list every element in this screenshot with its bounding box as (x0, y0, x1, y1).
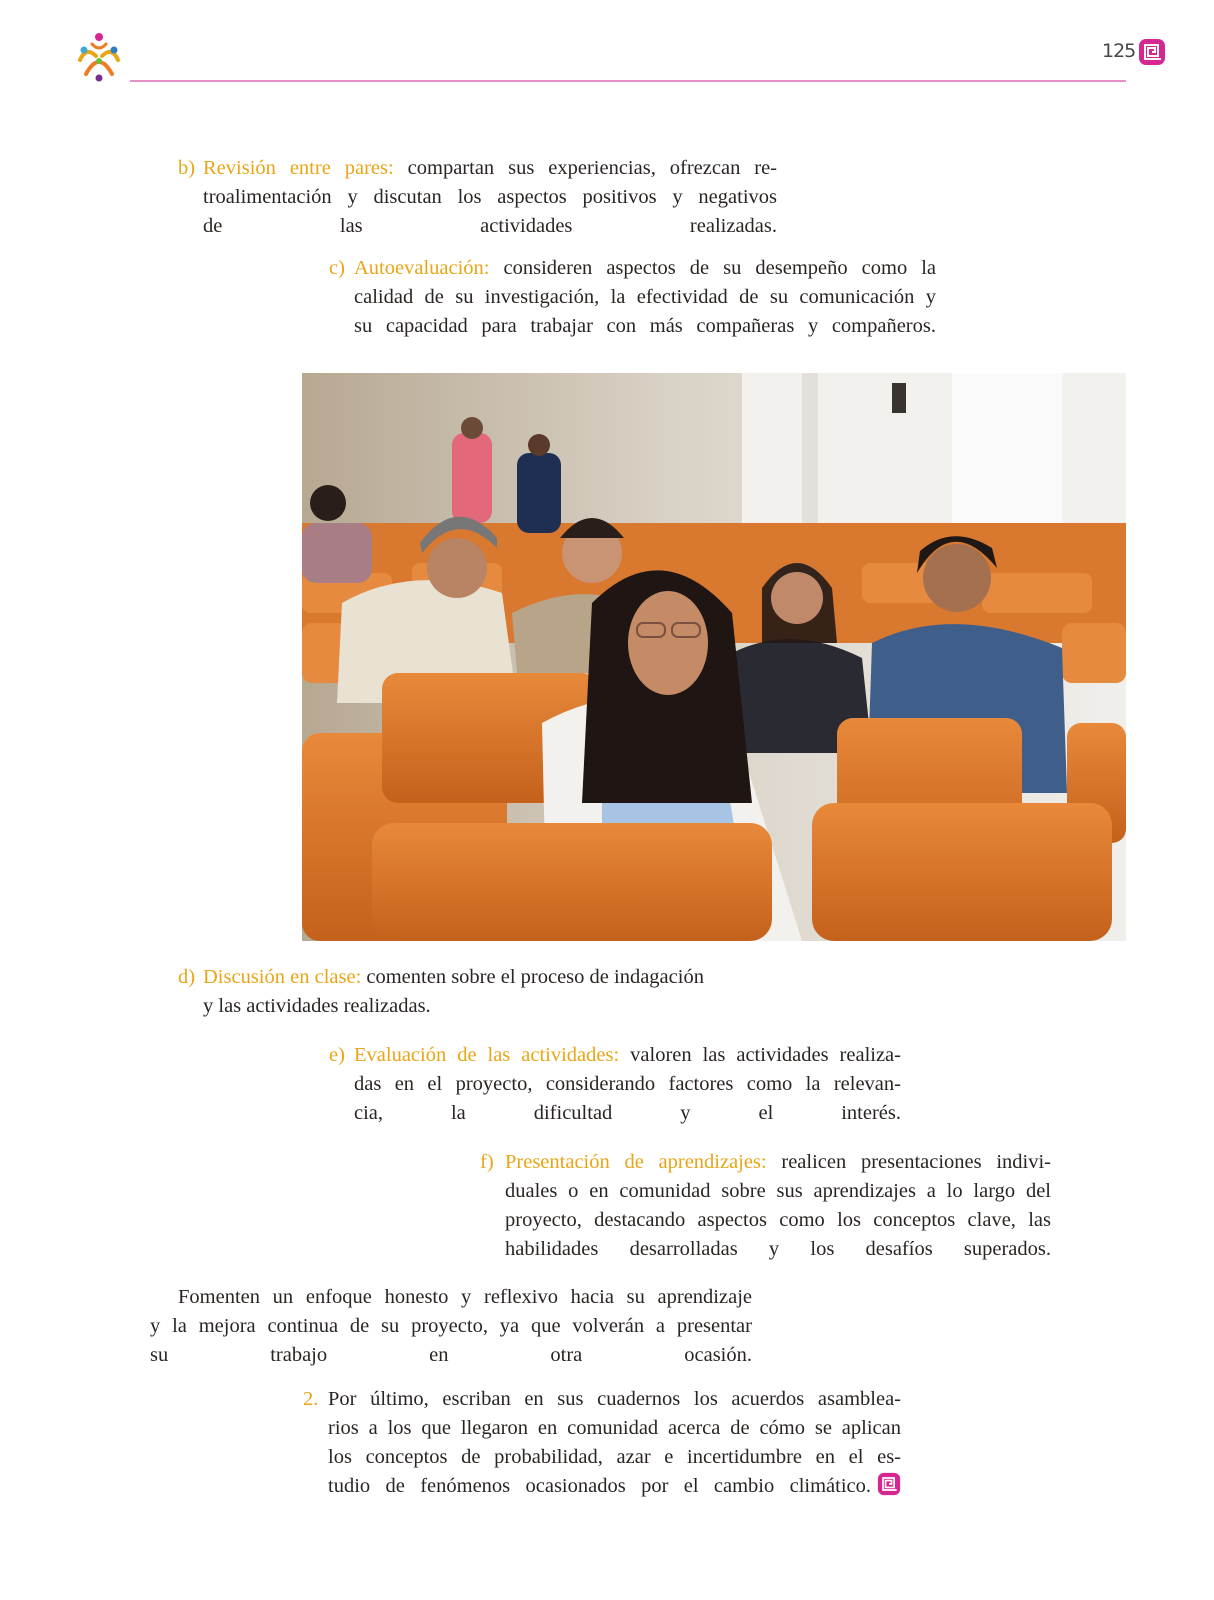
header-rule (130, 80, 1126, 82)
item-text: de las actividades realizadas. (203, 215, 777, 237)
item-text: duales o en comunidad sobre sus aprendizajes a lo largo del (505, 1180, 1051, 1202)
item-text: consideren aspectos de su desempeño como la (503, 257, 937, 279)
item-text: y las actividades realizadas. (203, 995, 431, 1017)
item-text: cia, la dificultad y el interés. (354, 1102, 901, 1124)
item-text: proyecto, destacando aspectos como los conceptos clave, las (505, 1209, 1051, 1231)
step-marker: 2. (303, 1388, 319, 1410)
closing-paragraph (150, 1283, 752, 1370)
step-text: los conceptos de probabilidad, azar e incertidumbre en el es- (328, 1446, 901, 1468)
paragraph-line: Fomenten un enfoque honesto y reflexivo hacia su aprendizaje (178, 1286, 752, 1308)
item-marker: e) (329, 1044, 345, 1066)
spiral-ornament-icon (1138, 38, 1166, 66)
item-d (178, 963, 763, 1021)
item-text: realicen presentaciones indivi- (781, 1151, 1051, 1173)
item-text: calidad de su investigación, la efectividad de su comunicación y (354, 286, 936, 308)
item-term: Discusión en clase: (203, 966, 362, 988)
item-c (329, 254, 937, 341)
logo-icon (72, 30, 126, 84)
spiral-ornament-icon (877, 1472, 901, 1496)
item-term: Evaluación de las actividades: (354, 1044, 620, 1066)
item-e (329, 1041, 901, 1128)
item-text: su capacidad para trabajar con más compañeras y compañeros. (354, 315, 936, 337)
paragraph-line: y la mejora continua de su proyecto, ya que volverán a presentar (150, 1315, 752, 1337)
item-term: Revisión entre pares: (203, 157, 394, 179)
item-term: Presentación de aprendizajes: (505, 1151, 767, 1173)
classroom-photo (302, 373, 1126, 941)
item-text: comenten sobre el proceso de indagación (366, 966, 704, 988)
item-marker: d) (178, 966, 196, 988)
item-marker: b) (178, 157, 196, 179)
item-text: troalimentación y discutan los aspectos positivos y negativos (203, 186, 777, 208)
item-text: das en el proyecto, considerando factores como la relevan- (354, 1073, 901, 1095)
step-2 (303, 1385, 901, 1501)
item-term: Autoevaluación: (354, 257, 490, 279)
step-text: rios a los que llegaron en comunidad acerca de cómo se aplican (328, 1417, 901, 1439)
item-text: habilidades desarrolladas y los desafíos superados. (505, 1238, 1051, 1260)
item-text: valoren las actividades realiza- (630, 1044, 901, 1066)
item-text: compartan sus experiencias, ofrezcan re- (407, 157, 778, 179)
item-marker: f) (480, 1151, 494, 1173)
step-text: tudio de fenómenos ocasionados por el cambio climático. (328, 1475, 871, 1497)
page-number: 125 (1102, 40, 1136, 62)
item-marker: c) (329, 257, 345, 279)
step-text: Por último, escriban en sus cuadernos los acuerdos asamblea- (328, 1388, 901, 1410)
paragraph-line: su trabajo en otra ocasión. (150, 1344, 752, 1366)
item-b (178, 154, 778, 241)
item-f (480, 1148, 1051, 1264)
